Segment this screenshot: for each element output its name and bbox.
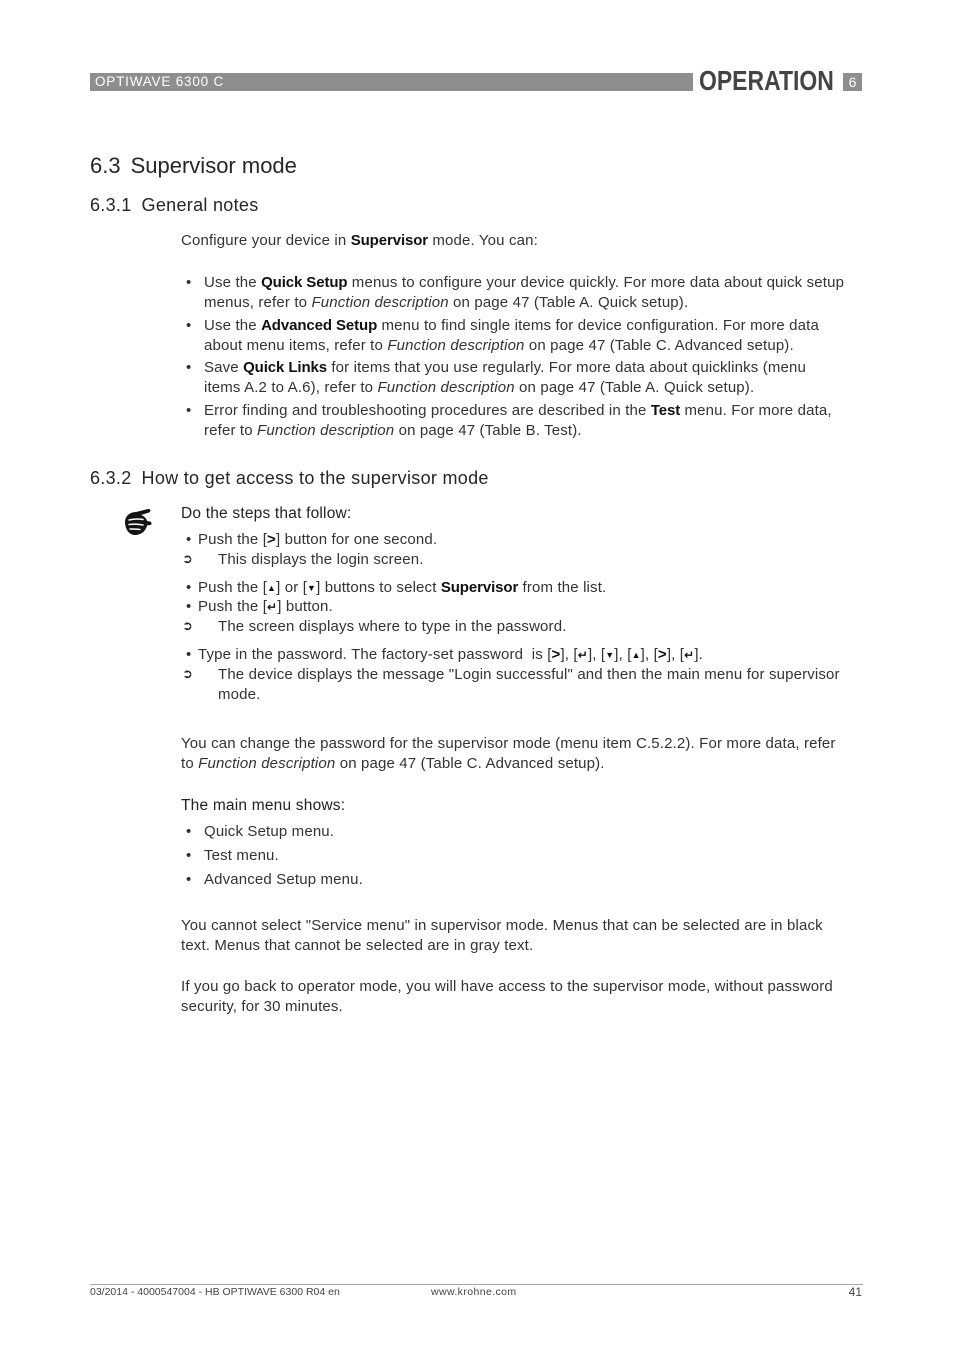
result-arrow-icon <box>182 665 193 685</box>
password-change-note <box>181 734 836 773</box>
cross-reference: Function description <box>198 754 336 772</box>
main-menu-item-text: Quick Setup menu. <box>204 823 335 840</box>
key-down-symbol: ▼ <box>307 583 317 593</box>
step-text: ]. <box>694 646 703 663</box>
bullet-line <box>204 378 806 398</box>
chapter-title: OPERATION <box>699 65 834 96</box>
intro-paragraph <box>181 231 538 251</box>
section-title: Supervisor mode <box>130 153 297 178</box>
main-menu-heading: The main menu shows: <box>181 797 346 814</box>
result-arrow-icon <box>182 617 193 637</box>
subsection-title: How to get access to the supervisor mode <box>141 468 489 488</box>
hand-action-icon <box>121 506 153 538</box>
bullet-text: on page 47 (Table C. Advanced setup). <box>524 336 794 354</box>
step-text: from the list. <box>518 579 607 596</box>
result-login-screen <box>218 550 424 570</box>
step-text: ] button for one second. <box>275 531 438 548</box>
footer-website: www.krohne.com <box>431 1286 517 1298</box>
step-line <box>198 578 606 598</box>
bullet-text: menu. For more data, <box>680 402 832 419</box>
cross-reference: Function description <box>387 336 525 354</box>
steps-heading: Do the steps that follow: <box>181 505 352 522</box>
menu-term-quick-setup: Quick Setup <box>261 274 348 291</box>
key-enter-symbol: ↵ <box>267 600 278 614</box>
main-menu-item-text: Advanced Setup menu. <box>204 871 363 888</box>
key-up-symbol: ▲ <box>631 650 641 660</box>
result-arrow-icon <box>182 550 193 570</box>
note-text: security, for 30 minutes. <box>181 997 343 1015</box>
header-bar <box>90 73 693 91</box>
bullet-text: about menu items, refer to <box>204 336 388 354</box>
bullet-icon <box>186 530 191 550</box>
step-push-enter-button <box>198 597 333 617</box>
result-text: The device displays the message "Login successful" and then the main menu for supervisor <box>218 666 840 683</box>
key-up-symbol: ▲ <box>267 583 277 593</box>
bullet-text: Use the <box>204 274 262 291</box>
bullet-text: on page 47 (Table A. Quick setup). <box>448 293 689 311</box>
note-text: You cannot select "Service menu" in supervisor mode. Menus that can be selected are in black <box>181 917 823 934</box>
result-text: This displays the login screen. <box>218 551 424 568</box>
bullet-item-advanced-setup <box>204 316 819 355</box>
bullet-icon <box>186 846 191 866</box>
intro-text: mode. You can: <box>428 232 538 249</box>
result-login-successful <box>218 665 840 704</box>
header-product-name: OPTIWAVE 6300 C <box>95 74 225 89</box>
bullet-item-quick-links <box>204 358 806 397</box>
key-right-symbol: > <box>551 646 561 663</box>
step-text: ], [ <box>614 646 632 663</box>
bullet-text: on page 47 (Table B. Test). <box>394 421 582 439</box>
chapter-number-badge: 6 <box>843 73 862 91</box>
intro-line <box>181 231 538 251</box>
bullet-text: on page 47 (Table A. Quick setup). <box>514 378 755 396</box>
step-select-supervisor <box>198 578 606 598</box>
section-heading <box>90 151 297 181</box>
bullet-text: for items that you use regularly. For more data about quicklinks (menu <box>327 359 806 376</box>
note-text: to <box>181 754 199 772</box>
key-enter-symbol: ↵ <box>684 648 695 662</box>
step-text: Push the [ <box>198 598 268 615</box>
bullet-item-test <box>204 401 832 440</box>
bullet-text: menu to find single items for device configuration. For more data <box>377 317 819 334</box>
result-password-screen <box>218 617 567 637</box>
bullet-line <box>204 401 832 421</box>
menu-term-supervisor: Supervisor <box>440 579 519 596</box>
step-text: Push the [ <box>198 579 268 596</box>
step-push-right-button <box>198 530 437 550</box>
bullet-icon <box>186 597 191 617</box>
bullet-line <box>204 293 844 313</box>
bullet-line <box>204 336 819 356</box>
step-text: ], [ <box>666 646 685 663</box>
key-right-symbol: > <box>657 646 667 663</box>
bullet-icon <box>186 316 191 336</box>
operator-mode-note <box>181 977 833 1016</box>
key-down-symbol: ▼ <box>605 650 615 660</box>
bullet-item-quick-setup <box>204 273 844 312</box>
bullet-text: Error finding and troubleshooting procedures are described in the <box>204 402 651 419</box>
main-menu-item <box>204 846 279 866</box>
bullet-icon <box>186 870 191 890</box>
bullet-icon <box>186 578 191 598</box>
key-enter-symbol: ↵ <box>577 648 588 662</box>
footer-document-id: 03/2014 - 4000547004 - HB OPTIWAVE 6300 R04 en <box>90 1286 340 1298</box>
bullet-icon <box>186 358 191 378</box>
bullet-text: Use the <box>204 317 262 334</box>
step-line <box>198 530 437 550</box>
result-text: The screen displays where to type in the password. <box>218 618 567 635</box>
main-menu-item-text: Test menu. <box>204 847 279 864</box>
step-text: ] buttons to select <box>316 579 441 596</box>
subsection-number: 6.3.1 <box>90 195 132 215</box>
subsection-title: General notes <box>141 195 259 215</box>
step-text: ] button. <box>277 598 333 615</box>
footer-page-number: 41 <box>848 1285 862 1299</box>
step-text: Type in the password. The factory-set password is [ <box>198 646 552 663</box>
intro-text: Configure your device in <box>181 232 351 249</box>
result-text: mode. <box>218 685 261 703</box>
subsection-number: 6.3.2 <box>90 468 132 488</box>
note-text: on page 47 (Table C. Advanced setup). <box>335 754 605 772</box>
cross-reference: Function description <box>377 378 515 396</box>
step-line <box>198 645 703 665</box>
key-right-symbol: > <box>267 531 276 548</box>
step-text: ], [ <box>560 646 578 663</box>
step-line <box>198 597 333 617</box>
bullet-text: Save <box>204 359 244 376</box>
bullet-text: refer to <box>204 421 258 439</box>
bullet-text: menus, refer to <box>204 293 312 311</box>
bullet-icon <box>186 822 191 842</box>
service-menu-note <box>181 916 823 955</box>
step-text: Push the [ <box>198 531 268 548</box>
bullet-line <box>204 358 806 378</box>
cross-reference: Function description <box>257 421 395 439</box>
subsection-heading-access <box>90 466 489 490</box>
menu-term-advanced-setup: Advanced Setup <box>261 317 378 334</box>
subsection-heading-general-notes <box>90 193 259 217</box>
note-text: You can change the password for the supervisor mode (menu item C.5.2.2). For more data, refer <box>181 735 836 752</box>
section-number: 6.3 <box>90 153 121 178</box>
bullet-text: menus to configure your device quickly. For more data about quick setup <box>347 274 845 291</box>
cross-reference: Function description <box>311 293 449 311</box>
note-text: text. Menus that cannot be selected are in gray text. <box>181 936 534 954</box>
menu-term-test: Test <box>650 402 681 419</box>
step-text: ], [ <box>640 646 658 663</box>
bullet-line <box>204 421 832 441</box>
main-menu-item <box>204 870 363 890</box>
bullet-icon <box>186 645 191 665</box>
step-text: ] or [ <box>276 579 308 596</box>
bullet-text: items A.2 to A.6), refer to <box>204 378 378 396</box>
note-text: If you go back to operator mode, you will have access to the supervisor mode, without password <box>181 978 833 995</box>
main-menu-item <box>204 822 334 842</box>
menu-term-supervisor: Supervisor <box>350 232 429 249</box>
bullet-icon <box>186 401 191 421</box>
bullet-line <box>204 273 844 293</box>
step-type-password <box>198 645 703 665</box>
bullet-icon <box>186 273 191 293</box>
note-line <box>181 754 836 774</box>
step-text: ], [ <box>587 646 606 663</box>
bullet-line <box>204 316 819 336</box>
menu-term-quick-links: Quick Links <box>243 359 328 376</box>
